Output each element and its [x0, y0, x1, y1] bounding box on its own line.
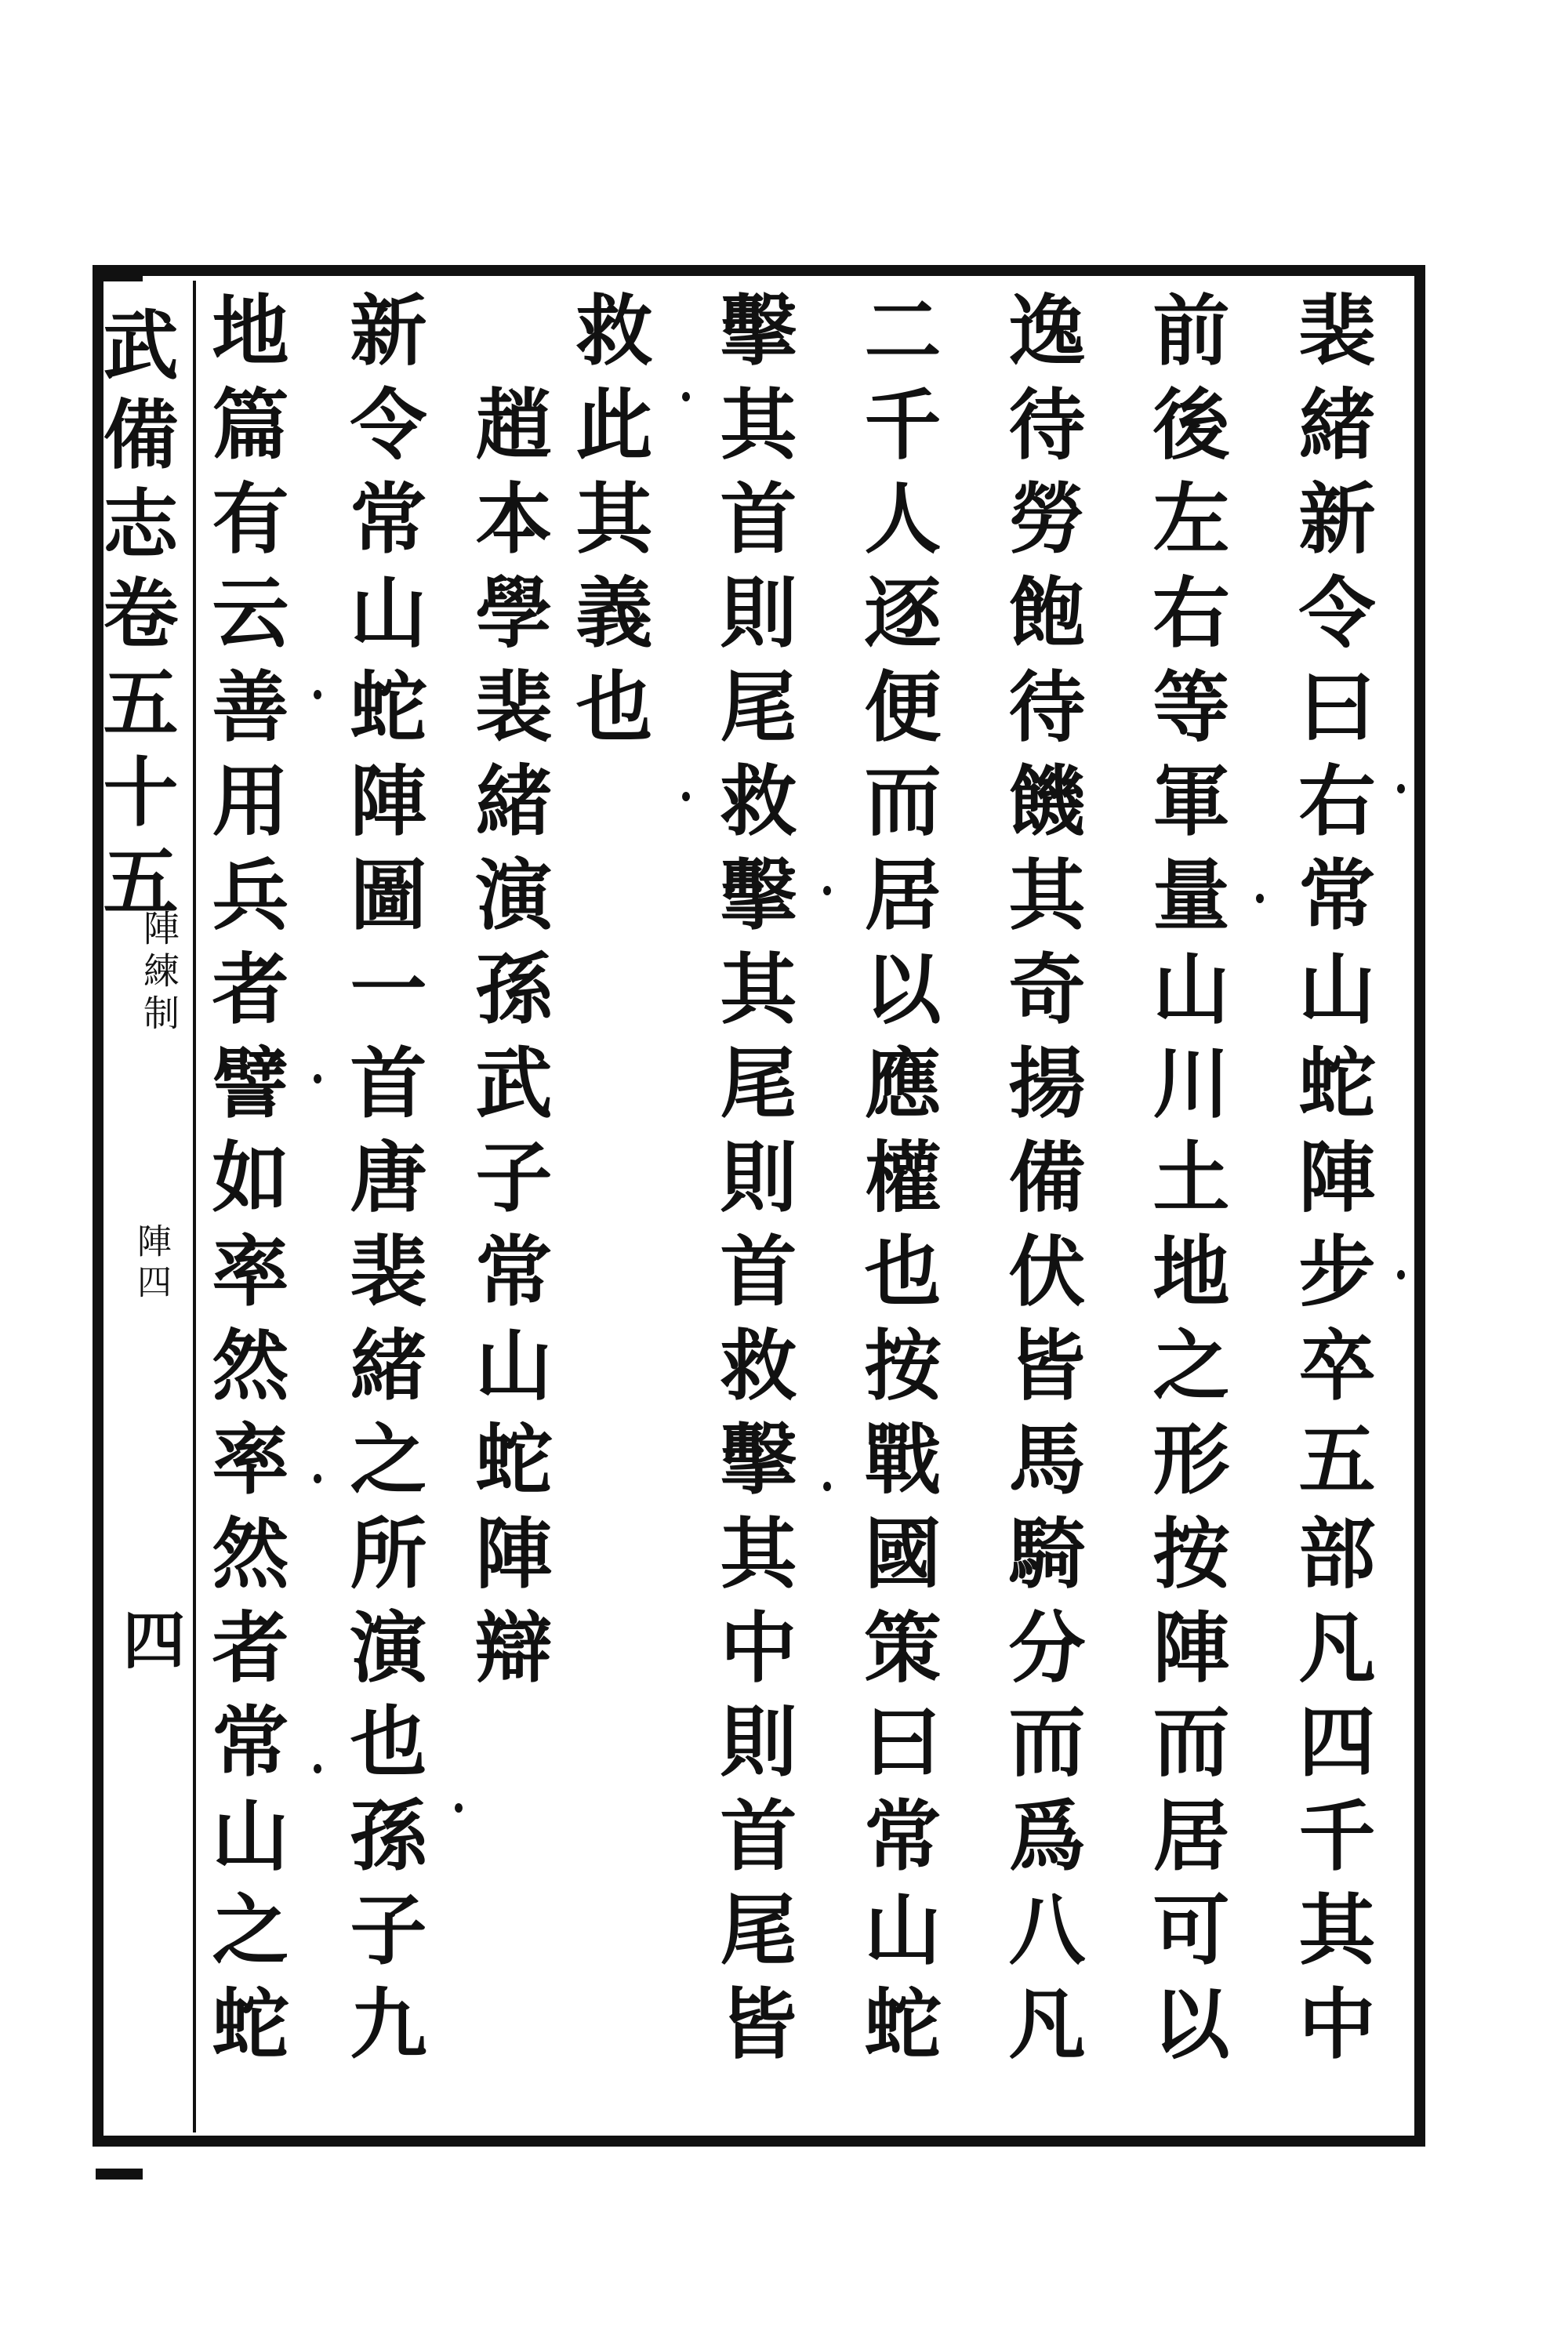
text-column-9: 地篇有云善用兵者譬如率然率然者常山之蛇 [199, 290, 289, 2078]
punctuation-mark [314, 1764, 321, 1773]
punctuation-mark [823, 1482, 831, 1491]
punctuation-mark [455, 1803, 463, 1813]
subsection-label: 陣四 [131, 1223, 171, 1305]
text-column-3: 逸待勞飽待饑其奇揚備伏皆馬騎分而爲八凡 [996, 290, 1086, 2078]
punctuation-mark [682, 792, 690, 801]
punctuation-mark [1397, 1270, 1405, 1279]
folio-number: 四 [112, 1607, 186, 1670]
punctuation-mark [314, 1474, 321, 1483]
text-column-4: 二千人逐便而居以應權也按戰國策曰常山蛇 [851, 290, 942, 2078]
text-column-6: 救此其義也 [563, 290, 653, 760]
book-title: 武備志卷五十五 [91, 306, 180, 931]
text-column-7-heading: 趙本學裴緒演孫武子常山蛇陣辯 [463, 384, 553, 1701]
punctuation-mark [314, 1074, 321, 1083]
punctuation-mark [314, 690, 321, 699]
text-column-1: 裴緒新令曰右常山蛇陣步卒五部凡四千其中 [1286, 290, 1376, 2078]
top-fishtail-mark [96, 270, 143, 281]
punctuation-mark [1397, 784, 1405, 793]
punctuation-mark [682, 392, 690, 401]
punctuation-mark [823, 886, 831, 895]
text-column-2: 前後左右等軍量山川土地之形按陣而居可以 [1140, 290, 1230, 2078]
margin-divider [193, 281, 196, 2132]
bottom-fishtail-mark [96, 2169, 143, 2180]
text-column-8: 新令常山蛇陣圖一首唐裴緒之所演也孫子九 [337, 290, 427, 2078]
section-label: 陣練制 [138, 909, 180, 1036]
punctuation-mark [1256, 894, 1264, 903]
text-column-5: 擊其首則尾救擊其尾則首救擊其中則首尾皆 [707, 290, 797, 2078]
